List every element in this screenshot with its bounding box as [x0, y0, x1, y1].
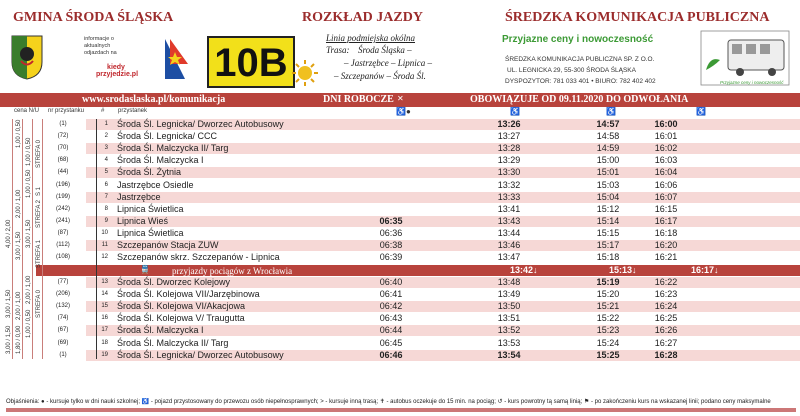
stop-number: (1): [59, 121, 67, 127]
departure-2: 13:46: [497, 240, 521, 250]
departure-2: 13:30: [497, 167, 521, 178]
departure-3: 15:23: [596, 325, 620, 336]
departure-4: 16:06: [654, 179, 678, 190]
table-row: [55, 203, 800, 215]
departure-4: 16:17: [654, 215, 678, 226]
departure-4: 16:02: [654, 143, 678, 154]
table-row: [57, 155, 800, 166]
train-time-2: 13:42↓: [510, 265, 538, 275]
price-3: 3,00 / 1,50: [26, 219, 32, 248]
train-arrivals-row: [36, 265, 800, 276]
table-row: [57, 143, 800, 154]
stop-number: (68): [57, 157, 69, 164]
table-row: [55, 179, 800, 191]
departure-3: 15:18: [596, 252, 620, 263]
table-row: [55, 215, 800, 227]
row-index: 9: [104, 217, 108, 224]
route-line-1: Środa Śląska –: [358, 45, 412, 55]
departure-3: 15:00: [596, 155, 620, 166]
departure-3: 15:12: [596, 203, 620, 214]
stop-number: (132): [55, 303, 70, 310]
departure-3: 15:21: [596, 301, 620, 312]
legend-bar: [6, 408, 796, 412]
stop-number: (74): [57, 315, 69, 322]
departure-4: 16:22: [654, 277, 678, 287]
stop-name: Środa Śl. Kolejowa VII/Jarzębinowa: [117, 289, 260, 300]
header: [0, 0, 800, 95]
stop-number: (44): [57, 169, 69, 176]
table-row: [55, 252, 800, 263]
departure-3: 15:20: [596, 289, 620, 300]
col-stop-no: nr przystanku: [48, 108, 85, 114]
table-row: [57, 337, 800, 349]
price-8: 3,00 / 1,50: [6, 289, 12, 318]
zone-0a: STREFA 0: [36, 139, 42, 168]
departure-2: 13:32: [497, 179, 521, 190]
stop-name: Środa Śl. Legnicka/ CCC: [117, 131, 218, 142]
departure-4: 16:00: [654, 119, 678, 129]
row-index: 1: [104, 121, 108, 127]
departure-3: 15:01: [596, 167, 620, 178]
departure-2: 13:43: [497, 215, 521, 226]
table-row: [55, 191, 800, 203]
departure-3: 15:22: [596, 313, 620, 324]
departure-3: 15:03: [596, 179, 620, 190]
stop-name: Środa Śl. Kolejowa V/ Traugutta: [117, 313, 245, 324]
info-band: [0, 93, 800, 107]
departure-3: 14:57: [596, 119, 620, 129]
train-label: przyjazdy pociągów z Wrocławia: [172, 266, 293, 276]
stop-number: (77): [57, 279, 69, 285]
departure-4: 16:23: [654, 289, 678, 300]
table-row: [59, 349, 800, 361]
row-index: 4: [104, 157, 108, 164]
departure-4: 16:28: [654, 349, 678, 360]
zone-0b: STREFA 0: [36, 289, 42, 318]
departure-1: 06:41: [379, 289, 403, 300]
stop-number: (70): [57, 145, 69, 152]
departure-4: 16:26: [654, 325, 678, 336]
row-index: 2: [104, 133, 108, 140]
wheelchair-icon: ♿: [696, 107, 706, 116]
stop-number: (67): [57, 327, 69, 334]
departure-2: 13:26: [497, 119, 521, 129]
price-9: 1,00 / 0,50: [16, 119, 22, 148]
bus-logo-icon: [700, 30, 790, 86]
departure-3: 14:59: [596, 143, 620, 154]
price-4: 2,00 / 1,00: [26, 275, 32, 304]
stop-name: Środa Śl. Malczycka I: [117, 325, 204, 336]
departure-1: 06:44: [379, 325, 403, 336]
departure-2: 13:53: [497, 337, 521, 348]
stop-name: Środa Śl. Legnicka/ Dworzec Autobusowy: [117, 349, 284, 360]
stop-number: (196): [55, 181, 70, 188]
row-index: 18: [101, 339, 108, 346]
departure-3: 15:19: [596, 277, 620, 287]
info-site: kiedy przyjedzie.pl: [96, 64, 139, 78]
departure-3: 15:04: [596, 191, 620, 202]
tools-icon: ✕: [397, 94, 404, 103]
row-index: 19: [101, 351, 108, 358]
municipality-title: GMINA ŚRODA ŚLĄSKA: [13, 10, 174, 25]
departure-1: 06:46: [379, 349, 403, 360]
wheelchair-school-icon: ♿●: [396, 107, 411, 116]
stop-number: (69): [57, 339, 69, 346]
departure-1: 06:35: [379, 215, 403, 226]
company-address: UL. LEGNICKA 29, 55-300 ŚRODA ŚLĄSKA: [507, 67, 636, 74]
stop-name: Środa Śl. Malczycka II/ Targ: [117, 337, 229, 348]
train-time-4: 16:17↓: [691, 265, 719, 275]
sun-icon: [292, 60, 318, 86]
departure-3: 15:24: [596, 337, 620, 348]
valid-from: OBOWIĄZUJE OD 09.11.2020 DO ODWOŁANIA: [470, 94, 689, 105]
row-index: 14: [101, 291, 108, 298]
departure-3: 14:58: [596, 131, 620, 142]
stop-name: Jastrzębce: [117, 191, 161, 202]
departure-4: 16:04: [654, 167, 678, 178]
departure-3: 15:14: [596, 215, 620, 226]
departure-1: 06:36: [379, 227, 403, 238]
coat-of-arms-icon: [10, 34, 44, 80]
stop-number: (206): [55, 291, 70, 298]
departure-2: 13:48: [497, 277, 521, 287]
price-6: 4,00 / 2,00: [6, 219, 12, 248]
departure-2: 13:29: [497, 155, 521, 166]
route-label: Trasa:: [326, 45, 350, 55]
departure-2: 13:41: [497, 203, 521, 214]
zone-1: S 1: [36, 186, 42, 196]
departure-4: 16:21: [654, 252, 678, 263]
slogan: Przyjazne ceny i nowoczesność: [502, 34, 654, 45]
departure-2: 13:28: [497, 143, 521, 154]
row-index: 13: [101, 279, 108, 285]
table-row: [56, 240, 800, 251]
departure-1: 06:39: [379, 252, 403, 263]
stop-number: (108): [55, 254, 70, 261]
row-index: 8: [104, 205, 108, 212]
company-contact: DYSPOZYTOR: 781 033 401 • BIURO: 782 402 402: [505, 78, 656, 85]
price-13: 3,00 / 1,50: [6, 325, 12, 354]
departure-4: 16:18: [654, 227, 678, 238]
table-row: [55, 289, 800, 300]
departure-2: 13:52: [497, 325, 521, 336]
row-index: 7: [104, 193, 108, 200]
departure-4: 16:27: [654, 337, 678, 348]
row-index: 12: [101, 254, 108, 261]
table-row: [57, 277, 800, 288]
departure-1: 06:42: [379, 301, 403, 312]
departure-2: 13:44: [497, 227, 521, 238]
price-1: 1,00 / 0,50: [26, 137, 32, 166]
line-number-badge: 10B: [207, 36, 295, 88]
line-type: Linia podmiejska okólna: [326, 33, 415, 43]
price-10: 2,00 / 1,00: [16, 291, 22, 320]
row-index: 5: [104, 169, 108, 176]
departure-2: 13:47: [497, 252, 521, 263]
price-2: 1,00 / 0,50: [26, 169, 32, 198]
table-row: [57, 167, 800, 178]
stop-number: (199): [55, 193, 70, 200]
departure-4: 16:24: [654, 301, 678, 312]
departure-2: 13:51: [497, 313, 521, 324]
stop-number: (112): [56, 242, 70, 248]
departure-2: 13:33: [497, 191, 521, 202]
route-line-2: – Jastrzębce – Lipnica –: [344, 58, 432, 68]
stop-name: Środa Śl. Dworzec Kolejowy: [117, 277, 231, 287]
stop-number: (1): [59, 351, 67, 358]
operator-title: ŚREDZKA KOMUNIKACJA PUBLICZNA: [505, 10, 770, 25]
timetable-title: ROZKŁAD JAZDY: [302, 10, 423, 25]
departure-3: 15:15: [596, 227, 620, 238]
stop-name: Lipnica Świetlica: [117, 203, 184, 214]
departure-2: 13:27: [497, 131, 521, 142]
stop-name: Środa Śl. Kolejowa VI/Akacjowa: [117, 301, 246, 312]
row-index: 10: [101, 229, 108, 236]
stop-name: Szczepanów Stacja ZUW: [117, 240, 219, 250]
stop-name: Środa Śl. Malczycka I: [117, 155, 204, 166]
departure-1: 06:40: [379, 277, 403, 287]
wheelchair-icon: ♿: [510, 107, 520, 116]
table-row: [57, 313, 800, 324]
row-index: 15: [101, 303, 108, 310]
route-line-3: – Szczepanów – Środa Śl.: [334, 71, 426, 81]
departure-4: 16:01: [654, 131, 678, 142]
departure-4: 16:25: [654, 313, 678, 324]
stop-number: (242): [55, 205, 70, 212]
departure-2: 13:54: [497, 349, 521, 360]
days-label: DNI ROBOCZE: [323, 94, 394, 105]
eu-logo-icon: [160, 34, 190, 84]
departure-4: 16:03: [654, 155, 678, 166]
company-name: ŚREDZKA KOMUNIKACJA PUBLICZNA SP. Z O.O.: [505, 56, 655, 63]
col-stop: przystanek: [118, 108, 148, 114]
logo-caption: Przyjazne ceny i nowoczesność: [720, 80, 784, 85]
col-price: cena N/U: [14, 108, 40, 114]
departure-1: 06:43: [379, 313, 403, 324]
table-row: [57, 227, 800, 239]
table-row: [59, 119, 800, 130]
departure-3: 15:17: [596, 240, 620, 250]
stop-number: (241): [55, 217, 70, 224]
departure-4: 16:15: [654, 203, 678, 214]
stop-name: Lipnica Świetlica: [117, 227, 184, 238]
stop-name: Środa Śl. Żytnia: [117, 167, 182, 178]
row-index: 11: [101, 242, 108, 248]
col-hash: #: [101, 108, 105, 114]
train-icon: 🚆: [140, 265, 150, 274]
zone-2: STREFA 2: [36, 199, 42, 228]
website-link[interactable]: www.srodaslaska.pl/komunikacja: [82, 94, 226, 105]
row-index: 16: [101, 315, 108, 322]
stop-name: Lipnica Wieś: [117, 215, 169, 226]
zone-1b: STREFA 1: [36, 239, 42, 268]
legend: Objaśnienia: ● - kursuje tylko w dni nauki szkolnej; ♿ - pojazd przystosowany do przewozu osób niepełnosprawnych; > - kursuje inną trasą; ✝ - autobus oczekuje do 15 min. na pociąg; ↺ - kurs powrotny tą samą linią; ⚑ - po zakończeniu kurs na wskazanej linii; podano ceny maksymalne: [6, 399, 771, 405]
stop-name: Środa Śl. Legnicka/ Dworzec Autobusowy: [117, 119, 284, 129]
wheelchair-icon: ♿: [606, 107, 616, 116]
departure-3: 15:25: [596, 349, 620, 360]
table-row: [55, 301, 800, 312]
departure-1: 06:45: [379, 337, 403, 348]
row-index: 17: [101, 327, 108, 334]
price-5: 2,00 / 1,00: [16, 189, 22, 218]
departure-4: 16:07: [654, 191, 678, 202]
table-row: [57, 325, 800, 336]
departure-2: 13:49: [497, 289, 521, 300]
stop-name: Środa Śl. Malczycka II/ Targ: [117, 143, 229, 154]
price-11: 1,00 / 0,50: [26, 309, 32, 338]
departure-4: 16:20: [654, 240, 678, 250]
table-row: [57, 131, 800, 142]
row-index: 6: [104, 181, 108, 188]
stop-number: (87): [57, 229, 69, 236]
departure-1: 06:38: [379, 240, 403, 250]
stop-name: Jastrzębce Osiedle: [117, 179, 194, 190]
info-text: informacje o aktualnych odjazdach na: [84, 36, 117, 56]
stop-number: (72): [57, 133, 69, 140]
train-time-3: 15:13↓: [609, 265, 637, 275]
row-index: 3: [104, 145, 108, 152]
stop-name: Szczepanów skrz. Szczepanów - Lipnica: [117, 252, 280, 263]
price-7: 3,00 / 1,50: [16, 231, 22, 260]
price-12: 1,80 / 0,90: [16, 325, 22, 354]
departure-2: 13:50: [497, 301, 521, 312]
